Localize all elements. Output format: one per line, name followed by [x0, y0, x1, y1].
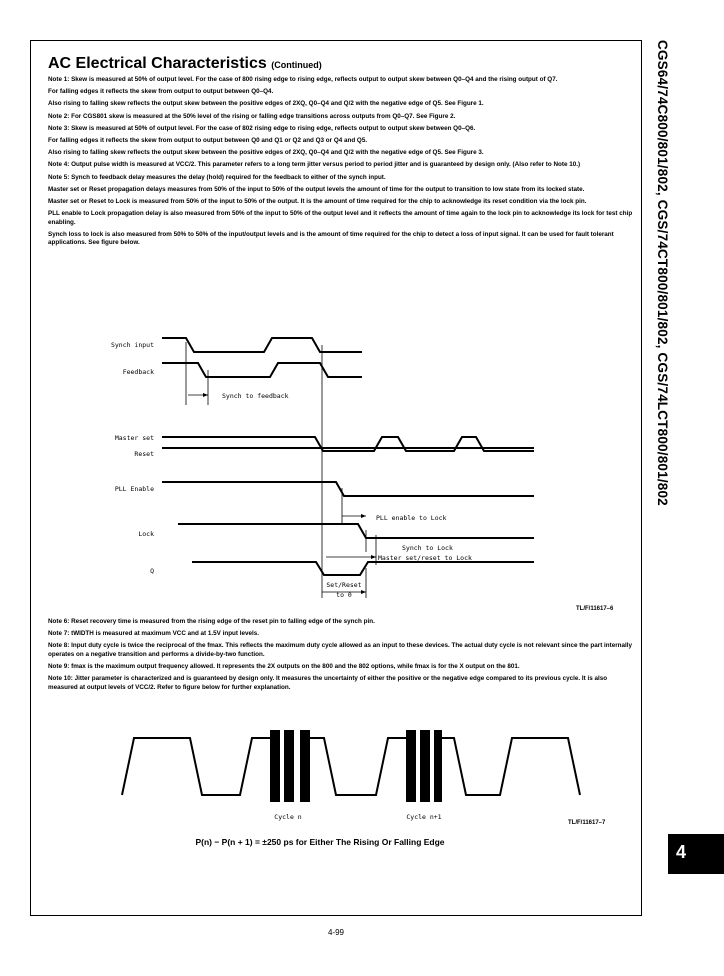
note-paragraph	[48, 198, 633, 207]
notes-top	[48, 76, 633, 252]
annotation-label: Set/Reset	[326, 581, 362, 589]
note-paragraph	[48, 642, 633, 659]
signal-label: Q	[150, 567, 154, 575]
note-text: Input duty cycle is twice the reciprocal of the fmax. This reflects the maximum duty cycle allowed as an input to these devices. The actual duty cycle is not relevant since the part internally operates on a negative transition and performs a divide-by-two function.	[48, 642, 633, 658]
cycle-n1-label: Cycle n+1	[406, 813, 442, 821]
note-label: Note 5:	[48, 173, 70, 181]
note-paragraph	[48, 88, 633, 97]
note-label: Note 10:	[48, 675, 73, 683]
note-paragraph	[48, 186, 633, 195]
cycle-n-label: Cycle n	[274, 813, 302, 821]
note-paragraph	[48, 137, 633, 146]
signal-label: Synch input	[110, 341, 154, 349]
signal-label: Feedback	[122, 368, 154, 376]
note-text: Synch loss to lock is also measured from 50% to 50% of the input/output levels and is the amount of time required for the chip to detect a loss of input signal. It can be used for fault tolerant applications. See figure below.	[48, 230, 614, 247]
note-label: Note 1:	[48, 76, 70, 83]
note-text: Synch to feedback delay measures the delay (hold) required for the feedback to either of the synch input.	[71, 173, 386, 181]
note-text: tWIDTH is measured at maximum VCC and at 1.5V input levels.	[71, 630, 260, 638]
note-text: Jitter parameter is characterized and is guaranteed by design only. It measures the uncertainty of either the positive or the negative edge compared to its previous cycle. It is also measured at output levels of VCC/2. Refer to figure below for further explanation.	[48, 675, 608, 691]
note-text: PLL enable to Lock propagation delay is also measured from 50% of the input to 50% of the output level and it reflects the amount of time again to the lock pin to acknowledge its lock for test chip enabling.	[48, 210, 633, 226]
annotation-label: Master set/reset to Lock	[378, 554, 472, 562]
note-paragraph	[48, 149, 633, 158]
page-number: 4-99	[327, 928, 344, 937]
note-label: Note 6:	[48, 618, 70, 625]
note-paragraph	[48, 76, 633, 85]
note-paragraph	[48, 675, 633, 692]
note-text: For falling edges it reflects the skew from output to output between Q0 and Q1 or Q2 and Q3 or Q4 and Q5.	[48, 136, 368, 144]
note-text: For falling edges it reflects the skew from output to output between Q0–Q4.	[48, 88, 274, 96]
note-text: Master set or Reset to Lock is measured from 50% of the input to 50% of the output. It is the amount of time required for the chip to acknowledge its reset condition via the lock pin.	[48, 197, 587, 205]
note-label: Note 8:	[48, 642, 70, 650]
note-text: Reset recovery time is measured from the rising edge of the reset pin to falling edge of the synch pin.	[71, 618, 375, 625]
note-paragraph	[48, 125, 633, 134]
note-text: For CGS801 skew is measured at the 50% level of the rising or falling edge transitions across outputs from Q0–Q7. See Figure 2.	[71, 112, 456, 120]
jitter-formula: P(n) − P(n + 1) = ±250 ps for Either The Rising Or Falling Edge	[195, 837, 445, 847]
jitter-figure-ref: TL/F/11617–7	[568, 820, 606, 826]
note-label: Note 7:	[48, 630, 70, 638]
notes-bottom	[48, 618, 633, 696]
note-text: Output pulse width is measured at VCC/2. This parameter refers to a long term jitter versus period to period jitter and is guaranteed by design only. (Also refer to Note 10.)	[71, 161, 581, 169]
signal-label: Reset	[134, 450, 154, 458]
note-paragraph	[48, 113, 633, 122]
note-paragraph	[48, 231, 633, 248]
side-title: CGS64/74C800/801/802, CGS/74CT800/801/802, CGS/74LCT800/801/802	[655, 40, 670, 506]
signal-label: Master set	[114, 434, 154, 442]
note-label: Note 9:	[48, 663, 70, 671]
note-text: Also rising to falling skew reflects the output skew between the positive edges of 2XQ, Q0–Q4 and Q/2 with the negative edge of Q5. See Figure 1.	[48, 100, 484, 108]
note-text: fmax is the maximum output frequency allowed. It represents the 2X outputs on the 800 and the 802 options, while fmax is for the X output on the 801.	[71, 663, 520, 671]
note-label: Note 2:	[48, 112, 70, 120]
timing-diagram	[30, 330, 642, 615]
annotation-label: Synch to Lock	[402, 544, 453, 552]
signal-label: Lock	[138, 530, 154, 538]
note-text: Master set or Reset propagation delays measures from 50% of the input to 50% of the output levels the amount of time for the output to transition to low state from its locked state.	[48, 185, 585, 193]
note-paragraph	[48, 100, 633, 109]
signal-label: PLL Enable	[114, 485, 154, 493]
annotation-label: Synch to feedback	[222, 392, 289, 400]
note-text: Also rising to falling skew reflects the output skew between the positive edges of 2XQ, Q0–Q4 and Q/2 with the negative edge of Q5. See Figure 3.	[48, 149, 484, 157]
note-label: Note 4:	[48, 161, 70, 169]
annotation-label: PLL enable to Lock	[376, 514, 447, 522]
note-paragraph	[48, 618, 633, 627]
note-label: Note 3:	[48, 124, 70, 132]
figure-ref: TL/F/11617–6	[576, 606, 614, 612]
annotation-label: to 0	[336, 591, 352, 599]
jitter-diagram	[30, 710, 642, 830]
heading-suffix: (Continued)	[271, 60, 322, 70]
note-text: Skew is measured at 50% of output level. For the case of 800 rising edge to rising edge, reflects output to output skew between Q0–Q4 and the rising output of Q7.	[71, 76, 558, 83]
section-heading	[48, 55, 322, 73]
section-tab: 4	[668, 834, 724, 874]
note-paragraph	[48, 630, 633, 639]
note-paragraph	[48, 174, 633, 183]
note-paragraph	[48, 210, 633, 227]
note-paragraph	[48, 161, 633, 170]
note-text: Skew is measured at 50% of output level. For the case of 802 rising edge to rising edge, reflects output to output skew between Q0–Q6.	[71, 124, 476, 132]
note-paragraph	[48, 663, 633, 672]
heading-title: AC Electrical Characteristics	[48, 55, 267, 72]
